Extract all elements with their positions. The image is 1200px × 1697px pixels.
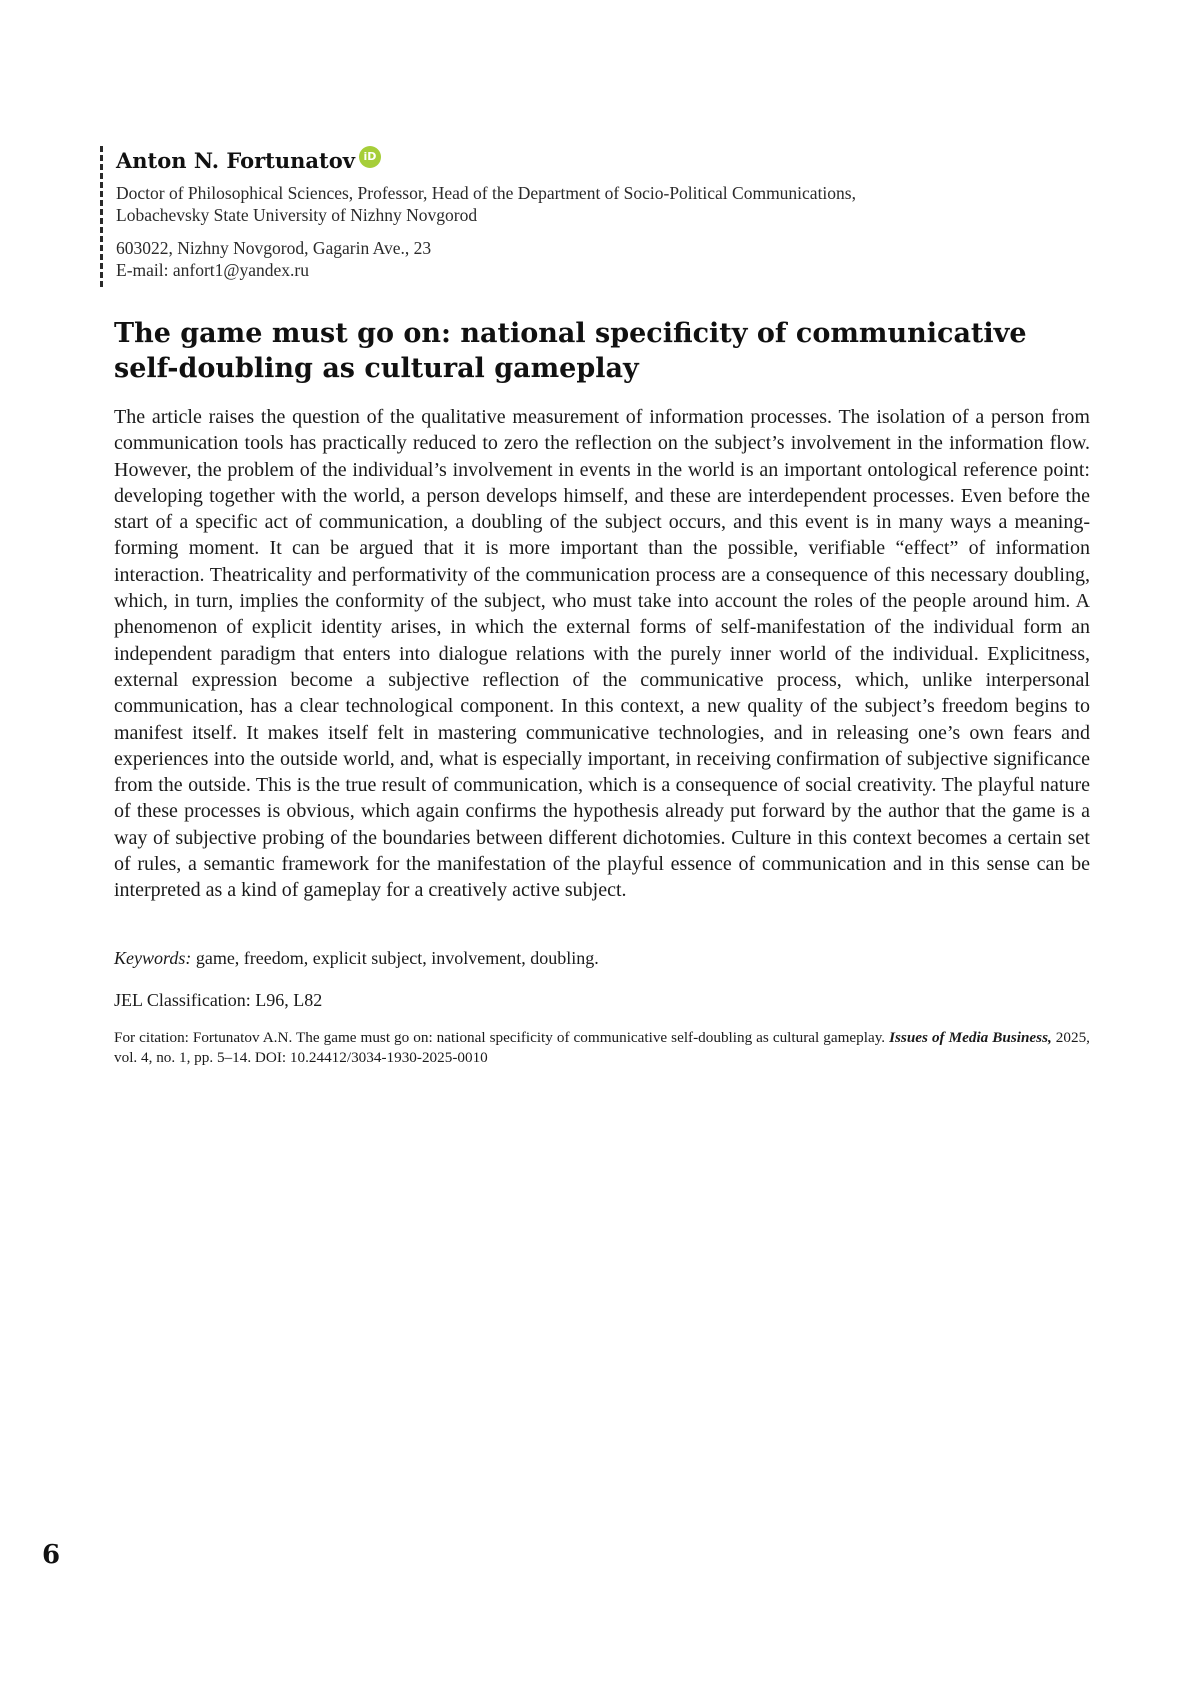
author-contact: [116, 237, 1016, 281]
author-email: E-mail: anfort1@yandex.ru: [116, 260, 309, 280]
keywords: [114, 946, 1090, 970]
affiliation-line-1: Doctor of Philosophical Sciences, Professor, Head of the Department of Socio-Political Communications,: [116, 183, 856, 203]
citation: [114, 1028, 1090, 1068]
page-number: 6: [42, 1540, 61, 1570]
jel-classification: JEL Classification: L96, L82: [114, 990, 323, 1010]
citation-journal: Issues of Media Business,: [889, 1029, 1052, 1046]
author-affiliation: [116, 182, 1016, 226]
keywords-list: game, freedom, explicit subject, involvement, doubling.: [191, 948, 599, 968]
author-name-row: [116, 148, 1016, 174]
orcid-icon[interactable]: iD: [359, 146, 381, 168]
author-block: [100, 146, 1016, 287]
citation-text: For citation: Fortunatov A.N. The game must go on: national specificity of communicative self-doubling as cultural gameplay.: [114, 1029, 890, 1046]
article-abstract: The article raises the question of the qualitative measurement of information processes. The isolation of a person from communication tools has practically reduced to zero the reflection on the subject’s involvement in the information flow. However, the problem of the individual’s involvement in events in the world is an important ontological reference point: developing together with the world, a person develops himself, and these are interdependent processes. Even before the start of a specific act of communication, a doubling of the subject occurs, and this event is in many ways a meaning-forming moment. It can be argued that it is more important than the possible, verifiable “effect” of information interaction. Theatricality and performativity of the communication process are a consequence of this necessary doubling, which, in turn, implies the conformity of the subject, who must take into account the roles of the people around him. A phenomenon of explicit identity arises, in which the external forms of self-manifestation of the individual form an independent paradigm that enters into dialogue relations with the purely inner world of the individual. Explicitness, external expression become a subjective reflection of the communicative process, which, unlike interpersonal communication, has a clear technological component. In this context, a new quality of the subject’s freedom begins to manifest itself. It makes itself felt in mastering communicative technologies, and in releasing one’s own fears and experiences into the outside world, and, what is especially important, in receiving confirmation of subjective significance from the outside. This is the true result of communication, which is a consequence of social creativity. The playful nature of these processes is obvious, which again confirms the hypothesis already put forward by the author that the game is a way of subjective probing of the boundaries between different dichotomies. Culture in this context becomes a certain set of rules, a semantic framework for the manifestation of the playful essence of communication and in this sense can be interpreted as a kind of gameplay for a creatively active subject.: [114, 406, 1090, 902]
author-name: Anton N. Fortunatov: [116, 148, 355, 173]
affiliation-line-2: Lobachevsky State University of Nizhny Novgorod: [116, 205, 478, 225]
keywords-label: Keywords:: [114, 948, 192, 968]
citation-details: 2025, vol. 4, no. 1, pp. 5–14. DOI: 10.24412/3034-1930-2025-0010: [114, 1029, 1090, 1066]
author-address: 603022, Nizhny Novgorod, Gagarin Ave., 23: [116, 238, 432, 258]
article-title: The game must go on: national specificity of communicative self-doubling as cultural gameplay: [114, 318, 1027, 384]
